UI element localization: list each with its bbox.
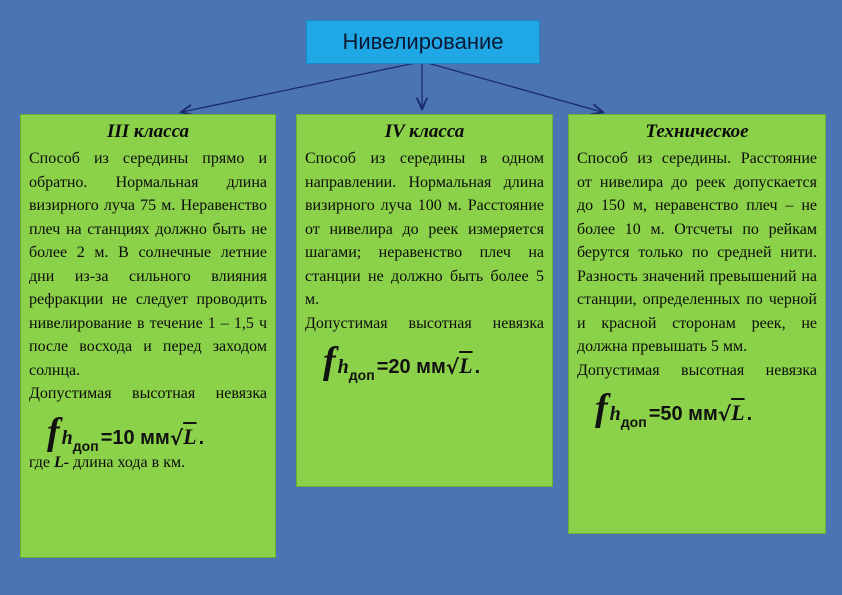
tolerance-label: Допустимая высотная невязка — [577, 361, 817, 379]
card-description: Способ из середины в одном направлении. Нормальная длина визирного луча 100 м. Расстояние от нивелира до реек измеряется шагами; неравенство плеч на станции не должно быть более 5 м. — [305, 150, 544, 308]
card-description: Способ из середины. Расстояние от нивелира до реек допускается до 150 м, неравенство плеч – не более 10 м. Отсчеты по рейкам берутся только по средней нити. Разность значений превышений на станции, определенных по черной и красной сторонам реек, не должна превышать 5 мм. — [577, 150, 817, 355]
tolerance-formula: f h доп =20 мм √ L . — [323, 340, 481, 383]
card-description: Способ из середины прямо и обратно. Нормальная длина визирного луча 75 м. Неравенство плеч на станциях должно быть не более 2 м. В солнечные летние дни из-за сильного влияния рефракции не следует проводить нивелирование в течение 1 – 1,5 ч после восхода и перед заходом солнца. — [29, 150, 267, 379]
arrow-to-card-3 — [424, 62, 602, 112]
arrow-to-card-1 — [182, 62, 420, 112]
card-technical — [568, 114, 826, 534]
card-heading: III класса — [106, 121, 190, 142]
card-class-4 — [296, 114, 553, 487]
tolerance-formula: f h доп =50 мм √ L . — [595, 387, 753, 430]
title-text: Нивелирование — [342, 29, 504, 54]
card-class-3 — [20, 114, 276, 558]
card-heading: IV класса — [384, 121, 465, 142]
card-heading: Техническое — [645, 121, 749, 142]
tolerance-formula: f h доп =10 мм √ L . — [47, 410, 205, 454]
footnote: где L- длина хода в км. — [29, 453, 186, 471]
tolerance-label: Допустимая высотная невязка — [29, 385, 267, 402]
tolerance-label: Допустимая высотная невязка — [305, 314, 544, 332]
title-box — [306, 20, 540, 64]
